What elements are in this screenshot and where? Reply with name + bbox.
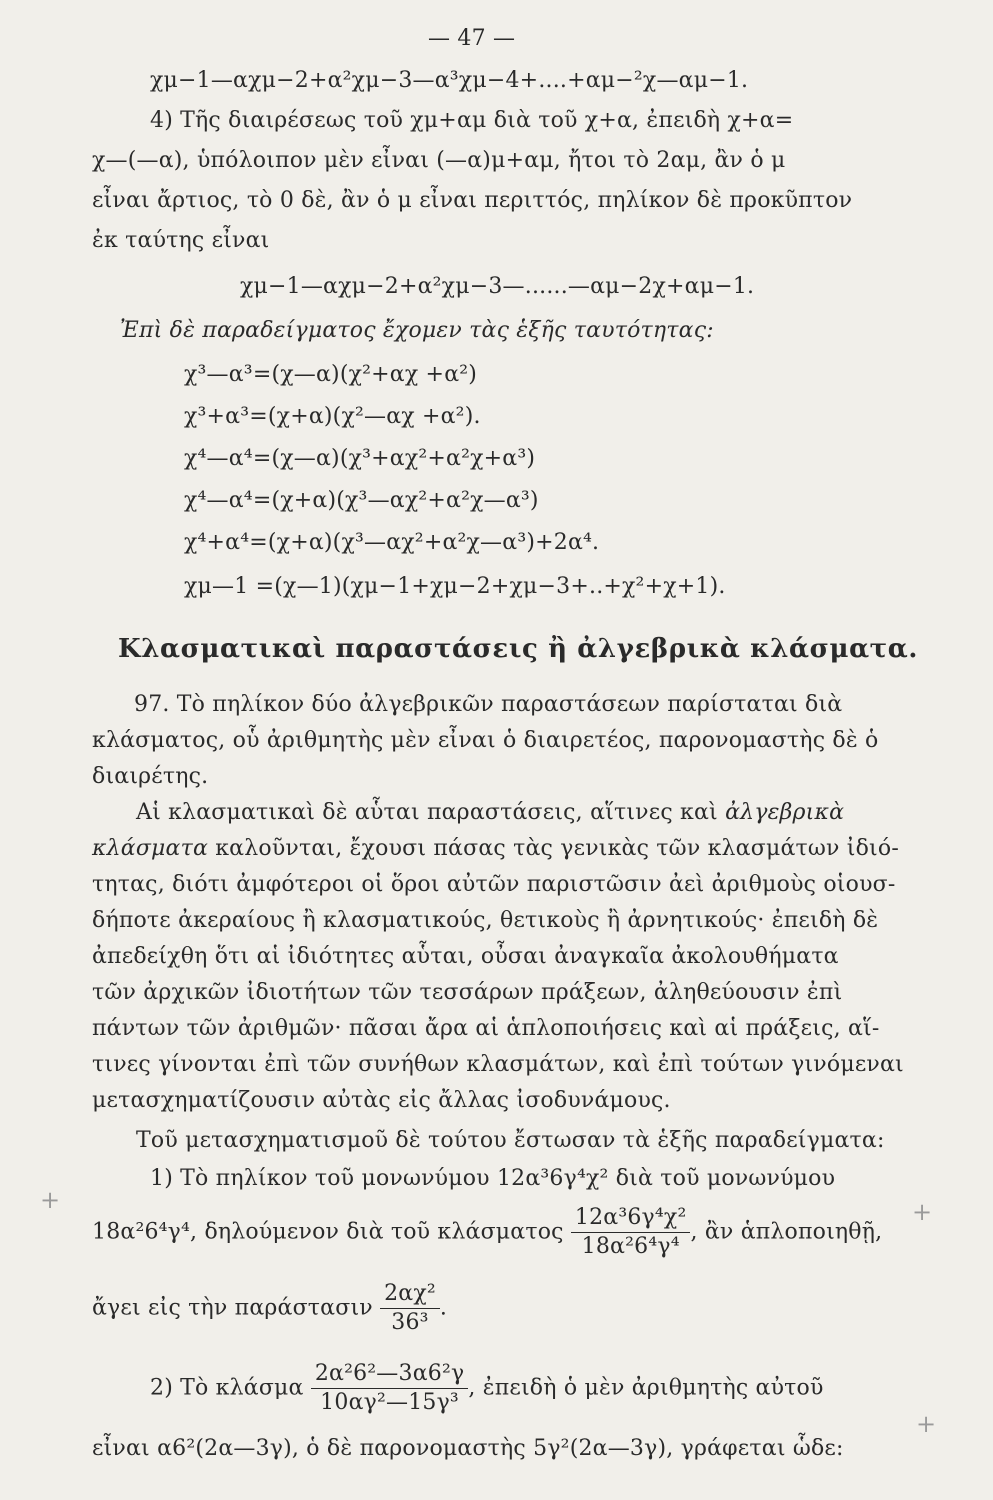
example-2-line: εἶναι α6²(2α—3γ), ὁ δὲ παρονομαστὴς 5γ²(2α—3γ), γράφεται ὧδε:	[92, 1436, 844, 1461]
emphasized-term: ἀλγεβρικὰ	[725, 800, 845, 825]
quotient-series-line: χμ−1—αχμ−2+α²χμ−3—α³χμ−4+....+αμ−²χ—αμ−1.	[150, 68, 749, 93]
paragraph-text: 18α²6⁴γ⁴, δηλούμενον διὰ τοῦ κλάσματος	[92, 1219, 564, 1245]
fraction	[380, 1280, 440, 1337]
registration-mark-icon: +	[40, 1186, 61, 1214]
fraction-denominator: 36³	[391, 1310, 429, 1335]
paragraph-line: τητας, διότι ἀμφότεροι οἱ ὅροι αὐτῶν παριστῶσιν ἀεὶ ἀριθμοὺς οἱουσ-	[92, 872, 896, 897]
paragraph-line	[136, 798, 844, 828]
identity-equation: χ⁴+α⁴=(χ+α)(χ³—αχ²+α²χ—α³)+2α⁴.	[184, 530, 600, 555]
paragraph-97-line: κλάσματος, οὗ ἀριθμητὴς μὲν εἶναι ὁ διαιρετέος, παρονομαστὴς δὲ ὁ	[92, 728, 879, 753]
fraction-numerator: 2α²6²—3α6²γ	[311, 1360, 469, 1389]
paragraph-line: μετασχηματίζουσιν αὐτὰς εἰς ἄλλας ἰσοδυνάμους.	[92, 1088, 671, 1113]
emphasized-term: κλάσματα	[92, 836, 209, 861]
paragraph-line: τινες γίνονται ἐπὶ τῶν συνήθων κλασμάτων, καὶ ἐπὶ τούτων γινόμεναι	[92, 1052, 904, 1077]
registration-mark-icon: +	[916, 1410, 937, 1438]
example-intro-line: Τοῦ μετασχηματισμοῦ δὲ τούτου ἔστωσαν τὰ ἑξῆς παραδείγματα:	[136, 1128, 885, 1153]
paragraph-text: .	[439, 1295, 448, 1321]
paragraph-97-line: 97. Τὸ πηλίκον δύο ἀλγεβρικῶν παραστάσεων παρίσταται διὰ	[134, 692, 843, 717]
text-line: 4) Τῆς διαιρέσεως τοῦ χμ+αμ διὰ τοῦ χ+α, ἐπειδὴ χ+α=	[150, 108, 794, 133]
paragraph-text: καλοῦνται, ἔχουσι πάσας τὰς γενικὰς τῶν κλασμάτων ἰδιό-	[208, 836, 899, 861]
example-1-line: 1) Τὸ πηλίκον τοῦ μονωνύμου 12α³6γ⁴χ² διὰ τοῦ μονωνύμου	[150, 1166, 836, 1191]
identity-equation: χμ—1 =(χ—1)(χμ−1+χμ−2+χμ−3+..+χ²+χ+1).	[184, 574, 726, 599]
page-number: — 47 —	[428, 26, 516, 51]
registration-mark-icon: +	[912, 1198, 933, 1226]
identity-equation: χ³—α³=(χ—α)(χ²+αχ +α²)	[184, 362, 478, 387]
section-heading: Κλασματικαὶ παραστάσεις ἢ ἀλγεβρικὰ κλάσματα.	[118, 634, 919, 664]
paragraph-line	[92, 834, 899, 864]
paragraph-97-line: διαιρέτης.	[92, 764, 209, 789]
fraction-numerator: 2αχ²	[380, 1280, 440, 1309]
fraction-denominator: 18α²6⁴γ⁴	[581, 1234, 680, 1259]
fraction-numerator: 12α³6γ⁴χ²	[571, 1204, 691, 1233]
paragraph-text: Αἱ κλασματικαὶ δὲ αὗται παραστάσεις, αἵτινες καὶ	[136, 800, 726, 825]
paragraph-text: ἄγει εἰς τὴν παράστασιν	[92, 1295, 373, 1321]
italic-intro-line: Ἐπὶ δὲ παραδείγματος ἔχομεν τὰς ἑξῆς ταυτότητας:	[120, 318, 714, 343]
paragraph-line: ἀπεδείχθη ὅτι αἱ ἰδιότητες αὗται, οὖσαι ἀναγκαῖα ἀκολουθήματα	[92, 944, 839, 969]
identity-equation: χ⁴—α⁴=(χ+α)(χ³—αχ²+α²χ—α³)	[184, 488, 539, 513]
paragraph-line: τῶν ἀρχικῶν ἰδιοτήτων τῶν τεσσάρων πράξεων, ἀληθεύουσιν ἐπὶ	[92, 980, 843, 1005]
text-line: ἐκ ταύτης εἶναι	[92, 228, 270, 253]
fraction	[571, 1204, 691, 1261]
identity-equation: χ³+α³=(χ+α)(χ²—αχ +α²).	[184, 404, 481, 429]
fraction-denominator: 10αγ²—15γ³	[320, 1390, 459, 1415]
paragraph-line: δήποτε ἀκεραίους ἢ κλασματικούς, θετικοὺς ἢ ἀρνητικούς· ἐπειδὴ δὲ	[92, 908, 879, 933]
text-line: εἶναι ἄρτιος, τὸ 0 δὲ, ἂν ὁ μ εἶναι περιττός, πηλίκον δὲ προκῦπτον	[92, 188, 853, 213]
paragraph-text: , ἂν ἁπλοποιηθῇ,	[690, 1219, 883, 1245]
example-1-fraction-line	[92, 1204, 882, 1261]
paragraph-text: , ἐπειδὴ ὁ μὲν ἀριθμητὴς αὐτοῦ	[468, 1375, 824, 1401]
example-2-line	[150, 1360, 824, 1417]
paragraph-line: πάντων τῶν ἀριθμῶν· πᾶσαι ἄρα αἱ ἁπλοποιήσεις καὶ αἱ πράξεις, αἵ-	[92, 1016, 880, 1041]
identity-equation: χ⁴—α⁴=(χ—α)(χ³+αχ²+α²χ+α³)	[184, 446, 536, 471]
fraction	[311, 1360, 469, 1417]
paragraph-text: 2) Τὸ κλάσμα	[150, 1375, 304, 1401]
quotient-series-line: χμ−1—αχμ−2+α²χμ−3—......—αμ−2χ+αμ−1.	[240, 274, 755, 299]
text-line: χ—(—α), ὑπόλοιπον μὲν εἶναι (—α)μ+αμ, ἤτοι τὸ 2αμ, ἂν ὁ μ	[92, 148, 786, 173]
example-1-result-line	[92, 1280, 447, 1337]
